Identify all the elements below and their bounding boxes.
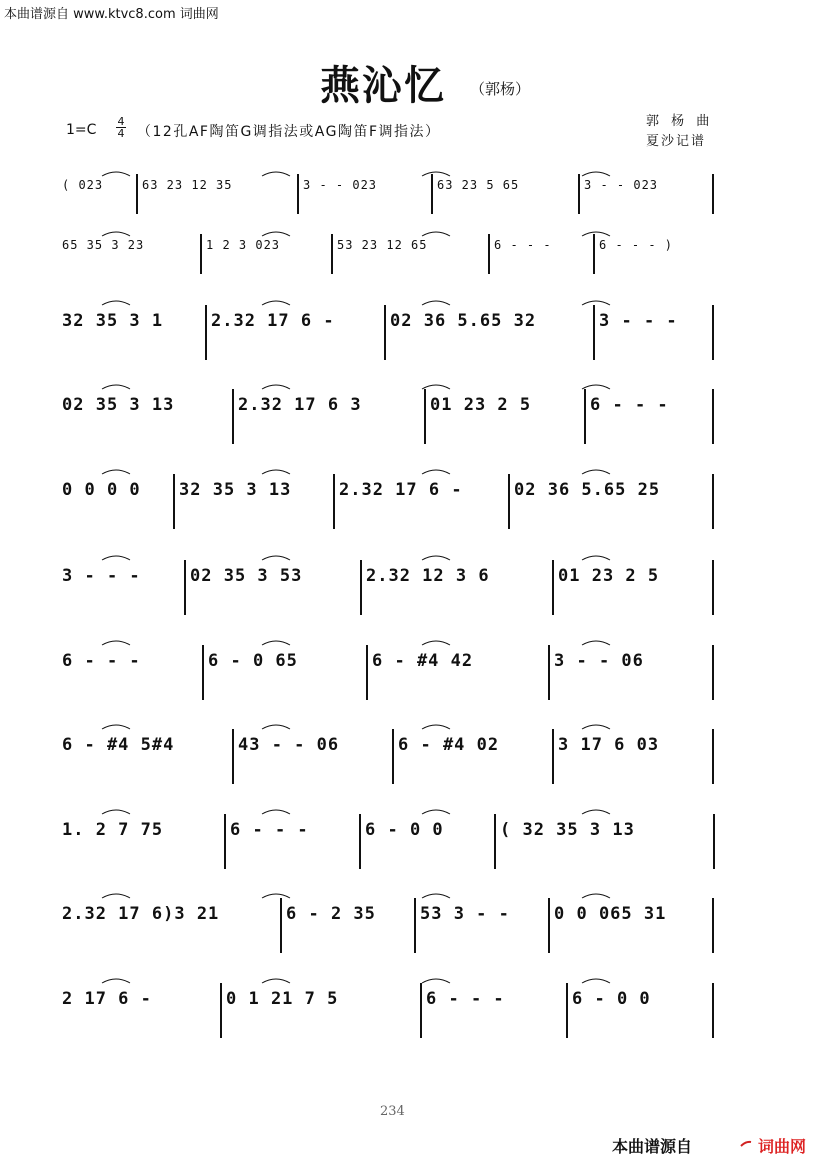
barline (232, 729, 234, 784)
barline (712, 560, 714, 615)
score-line (62, 474, 726, 529)
measure: 01 23 2 5 (558, 566, 660, 586)
measure: 6 - - - (62, 651, 141, 671)
measure: 2.32 17 6 3 (238, 395, 362, 415)
barline (712, 983, 714, 1038)
meter-bottom: 4 (117, 127, 125, 140)
measure: 6 - #4 42 (372, 651, 474, 671)
slur-arc (262, 979, 290, 983)
slur-arc (262, 641, 290, 645)
score-line (62, 814, 726, 869)
slur-marks (62, 804, 718, 816)
score-line (62, 729, 726, 784)
measure: ( 32 35 3 13 (500, 820, 635, 840)
measure: 0 0 065 31 (554, 904, 667, 924)
meter-top: 4 (117, 115, 125, 128)
barline (359, 814, 361, 869)
transcriber-credit: 夏沙记谱 (646, 134, 707, 149)
measure: 6 - 0 0 (572, 989, 651, 1009)
footer-site-name: 词曲网 (758, 1137, 807, 1156)
instrument-note: （12孔AF陶笛G调指法或AG陶笛F调指法） (137, 124, 441, 140)
slur-arc (422, 556, 450, 560)
slur-arc (262, 301, 290, 305)
measure: 0 1 21 7 5 (226, 989, 339, 1009)
barline (360, 560, 362, 615)
barline (712, 174, 714, 214)
slur-marks (62, 379, 718, 391)
measure: 2.32 17 6 - (339, 480, 463, 500)
slur-arc (582, 979, 610, 983)
slur-arc (422, 470, 450, 474)
slur-arc (582, 172, 610, 176)
measure: 02 36 5.65 25 (514, 480, 661, 500)
barline (232, 389, 234, 444)
barline (333, 474, 335, 529)
slur-arc (582, 894, 610, 898)
measure: 6 - #4 5#4 (62, 735, 175, 755)
measure: 02 35 3 13 (62, 395, 175, 415)
measure: 63 23 5 65 (437, 178, 520, 192)
measure: 6 - - - (590, 395, 669, 415)
barline (424, 389, 426, 444)
score-line (62, 234, 726, 274)
barline (548, 898, 550, 953)
slur-arc (582, 301, 610, 305)
barline (392, 729, 394, 784)
composer-credit: 郭 杨 曲 (646, 114, 714, 129)
measure: 6 - - - (230, 820, 309, 840)
slur-arc (582, 810, 610, 814)
slur-arc (422, 641, 450, 645)
barline (712, 729, 714, 784)
slur-arc (422, 810, 450, 814)
measure: 02 35 3 53 (190, 566, 303, 586)
measure: 32 35 3 13 (179, 480, 292, 500)
song-title: 燕沁忆 (320, 62, 446, 109)
measure: 3 - - 023 (584, 178, 659, 192)
slur-arc (422, 725, 450, 729)
slur-arc (262, 556, 290, 560)
measure: 01 23 2 5 (430, 395, 532, 415)
barline (297, 174, 299, 214)
measure: 6 - - - ) (599, 238, 674, 252)
slur-arc (262, 232, 290, 236)
slur-arc (422, 979, 450, 983)
slur-marks (62, 550, 718, 562)
slur-arc (262, 385, 290, 389)
key-signature: 1=C (66, 122, 97, 138)
measure: 6 - 0 65 (208, 651, 298, 671)
score-line (62, 645, 726, 700)
slur-arc (582, 470, 610, 474)
slur-arc (422, 385, 450, 389)
barline (173, 474, 175, 529)
barline (414, 898, 416, 953)
barline (548, 645, 550, 700)
slur-arc (582, 725, 610, 729)
slur-arc (582, 385, 610, 389)
barline (508, 474, 510, 529)
barline (712, 898, 714, 953)
slur-marks (62, 635, 718, 647)
barline (136, 174, 138, 214)
slur-arc (582, 641, 610, 645)
barline (578, 174, 580, 214)
measure: 3 17 6 03 (558, 735, 660, 755)
slur-arc (422, 232, 450, 236)
barline (224, 814, 226, 869)
slur-arc (102, 301, 130, 305)
measure: 3 - - 023 (303, 178, 378, 192)
barline (712, 389, 714, 444)
measure: 2.32 17 6 - (211, 311, 335, 331)
slur-arc (582, 232, 610, 236)
barline (593, 305, 595, 360)
barline (184, 560, 186, 615)
measure: ( 023 (62, 178, 104, 192)
slur-arc (582, 556, 610, 560)
slur-marks (62, 226, 718, 238)
barline (488, 234, 490, 274)
measure: 3 - - - (599, 311, 678, 331)
barline (713, 814, 715, 869)
barline (566, 983, 568, 1038)
slur-arc (102, 172, 130, 176)
measure: 43 - - 06 (238, 735, 340, 755)
measure: 6 - - - (426, 989, 505, 1009)
barline (205, 305, 207, 360)
measure: 0 0 0 0 (62, 480, 141, 500)
measure: 63 23 12 35 (142, 178, 233, 192)
barline (331, 234, 333, 274)
slur-arc (102, 979, 130, 983)
slur-marks (62, 295, 718, 307)
page-number: 234 (380, 1104, 405, 1119)
measure: 53 23 12 65 (337, 238, 428, 252)
barline (712, 305, 714, 360)
slur-arc (262, 894, 290, 898)
measure: 2.32 12 3 6 (366, 566, 490, 586)
score-line (62, 983, 726, 1038)
slur-arc (102, 810, 130, 814)
measure: 1 2 3 023 (206, 238, 281, 252)
time-signature (116, 116, 126, 139)
slur-arc (262, 172, 290, 176)
measure: 3 - - 06 (554, 651, 644, 671)
slur-arc (262, 810, 290, 814)
barline (494, 814, 496, 869)
measure: 1. 2 7 75 (62, 820, 164, 840)
slur-marks (62, 464, 718, 476)
footer-source-label: 本曲谱源自 (612, 1137, 693, 1156)
slur-arc (102, 385, 130, 389)
measure: 02 36 5.65 32 (390, 311, 537, 331)
measure: 2 17 6 - (62, 989, 152, 1009)
barline (420, 983, 422, 1038)
barline (712, 474, 714, 529)
measure: 32 35 3 1 (62, 311, 164, 331)
measure: 53 3 - - (420, 904, 510, 924)
slur-arc (422, 301, 450, 305)
measure: 65 35 3 23 (62, 238, 145, 252)
measure: 6 - - - (494, 238, 552, 252)
slur-marks (62, 719, 718, 731)
slur-arc (102, 725, 130, 729)
barline (431, 174, 433, 214)
song-subtitle: （郭杨） (470, 80, 531, 98)
barline (552, 560, 554, 615)
barline (584, 389, 586, 444)
measure: 6 - 2 35 (286, 904, 376, 924)
measure: 3 - - - (62, 566, 141, 586)
slur-arc (102, 470, 130, 474)
slur-arc (422, 894, 450, 898)
slur-arc (422, 172, 450, 176)
score-line (62, 898, 726, 953)
measure: 6 - 0 0 (365, 820, 444, 840)
slur-arc (102, 556, 130, 560)
score-line (62, 560, 726, 615)
barline (552, 729, 554, 784)
source-header: 本曲谱源自 www.ktvc8.com 词曲网 (4, 7, 219, 22)
slur-arc (102, 894, 130, 898)
barline (202, 645, 204, 700)
barline (593, 234, 595, 274)
barline (366, 645, 368, 700)
barline (712, 645, 714, 700)
slur-arc (262, 470, 290, 474)
slur-arc (102, 232, 130, 236)
score-line (62, 174, 726, 214)
barline (200, 234, 202, 274)
barline (280, 898, 282, 953)
barline (220, 983, 222, 1038)
slur-arc (262, 725, 290, 729)
slur-marks (62, 166, 718, 178)
slur-marks (62, 973, 718, 985)
slur-marks (62, 888, 718, 900)
score-line (62, 389, 726, 444)
swoosh-icon (740, 1140, 752, 1148)
score-line (62, 305, 726, 360)
barline (384, 305, 386, 360)
measure: 2.32 17 6)3 21 (62, 904, 220, 924)
measure: 6 - #4 02 (398, 735, 500, 755)
slur-arc (102, 641, 130, 645)
